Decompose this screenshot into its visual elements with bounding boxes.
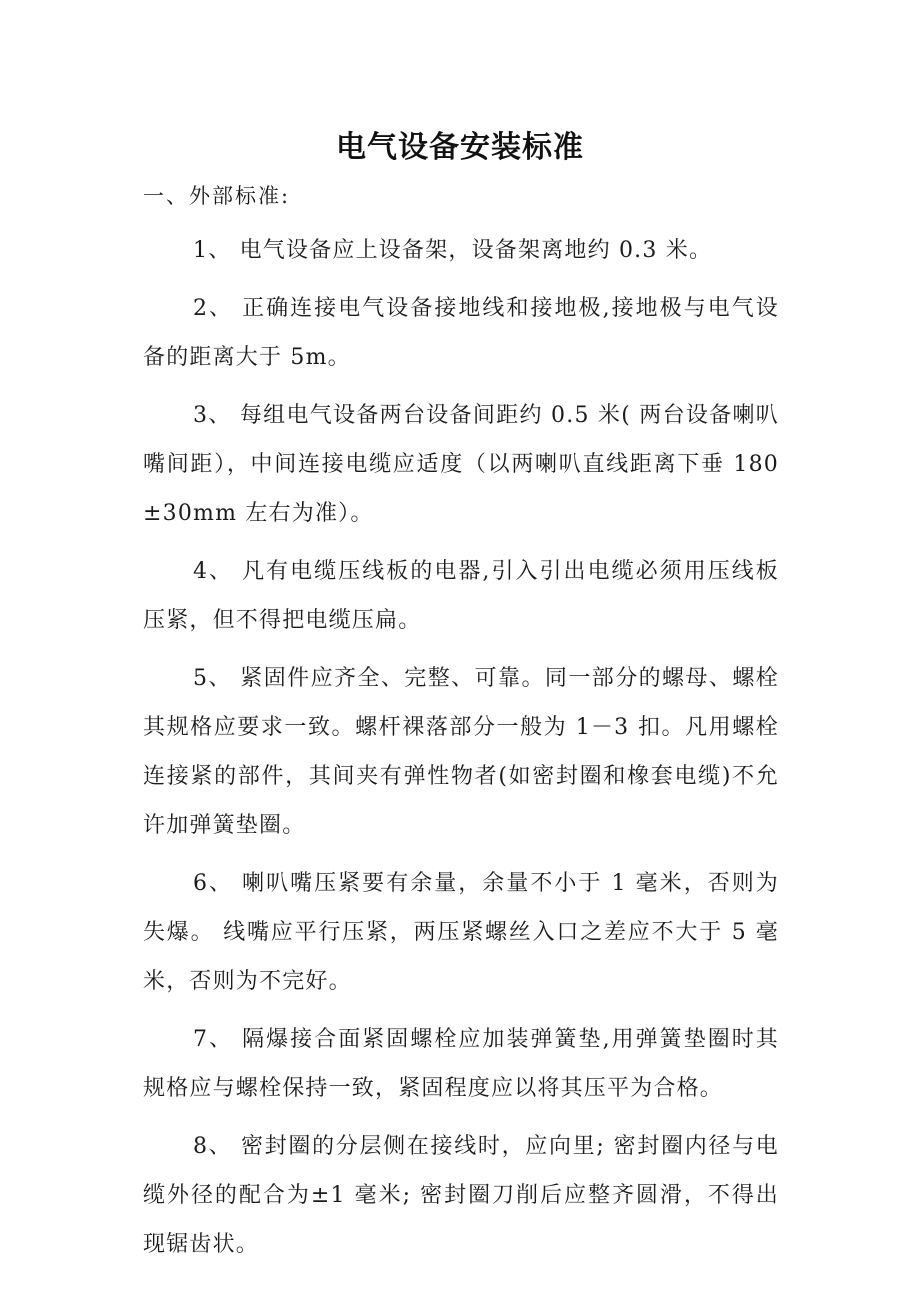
paragraph-1: 1、 电气设备应上设备架，设备架离地约 0.3 米。 [193,238,713,263]
paragraph-2: 2、 正确连接电气设备接地线和接地极,接地极与电气设备的距离大于 5m。 [143,296,779,370]
paragraph-5: 5、 紧固件应齐全、完整、可靠。同一部分的螺母、螺栓其规格应要求一致。螺杆裸落部分一般为 1－3 扣。凡用螺栓连接紧的部件，其间夹有弹性物者(如密封圈和橡套电缆)不允许加弹簧垫圈。 [143,666,779,838]
document-body [143,226,779,1278]
paragraph-7: 7、 隔爆接合面紧固螺栓应加装弹簧垫,用弹簧垫圈时其规格应与螺栓保持一致，紧固程度应以将其压平为合格。 [143,1027,779,1101]
paragraph-3: 3、 每组电气设备两台设备间距约 0.5 米( 两台设备喇叭嘴间距），中间连接电缆应适度（以两喇叭直线距离下垂 180±30mm 左右为准）。 [143,403,779,526]
paragraph-8: 8、 密封圈的分层侧在接线时，应向里; 密封圈内径与电缆外径的配合为±1 毫米; 密封圈刀削后应整齐圆滑，不得出现锯齿状。 [143,1134,779,1257]
section-heading: 一、外部标准: [143,184,291,208]
document-title: 电气设备安装标准 [336,130,584,165]
paragraph-6: 6、 喇叭嘴压紧要有余量，余量不小于 1 毫米，否则为失爆。 线嘴应平行压紧，两压紧螺丝入口之差应不大于 5 毫米，否则为不完好。 [143,871,779,994]
paragraph-4: 4、 凡有电缆压线板的电器,引入引出电缆必须用压线板压紧，但不得把电缆压扁。 [143,559,779,633]
